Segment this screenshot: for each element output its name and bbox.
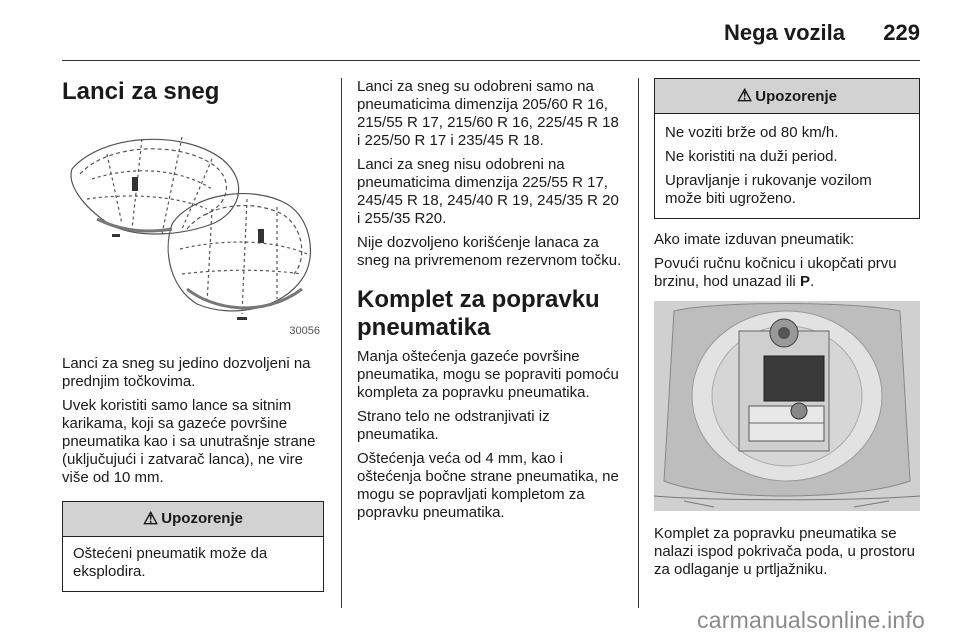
warning-title: Upozorenje [755,87,837,105]
watermark: carmanualsonline.info [697,607,925,633]
warning-box [654,78,920,219]
snow-chains-figure [62,119,324,339]
paragraph: Lanci za sneg su jedino dozvoljeni na prednjim točkovima. [62,354,311,390]
header-title: Nega vozila [723,20,845,45]
warning-body [63,537,323,591]
paragraph: Lanci za sneg su odobreni samo na pneumaticima dimenzija 205/60 R 16, 215/55 R 17, 215/60 R 16, 225/45 R 18 i 225/50 R 17 i 235/45 R 18. [357,78,619,149]
warning-item: Ne koristiti na duži period. [665,148,838,165]
snow-chains-illustration [62,119,324,339]
warning-text: Oštećeni pneumatik može da eksplodira. [73,544,268,580]
paragraph-text: Povući ručnu kočnicu i ukopčati prvu brzinu, hod unazad ili [654,255,897,290]
repair-kit-illustration [654,301,920,511]
warning-header [63,502,323,537]
page-number: 229 [883,20,920,45]
gear-letter-p: P [799,273,810,290]
warning-body [655,114,919,218]
column-divider [341,78,342,608]
paragraph: Manja oštećenja gazeće površine pneumatika, mogu se popraviti pomoću kompleta za popravku pneumatika. [357,347,619,401]
section-heading-snow-chains: Lanci za sneg [62,78,220,105]
paragraph: Strano telo ne odstranjivati iz pneumatika. [357,407,550,443]
repair-kit-figure [654,301,920,511]
warning-title: Upozorenje [161,510,243,528]
warning-item: Ne voziti brže od 80 km/h. [665,124,839,141]
paragraph: Lanci za sneg nisu odobreni na pneumaticima dimenzija 225/55 R 17, 245/45 R 18, 245/40 R 19, 245/35 R 20 i 255/35 R20. [357,156,619,227]
header-rule [62,60,920,61]
paragraph: Komplet za popravku pneumatika se nalazi ispod pokrivača poda, u prostoru za odlaganje u prtljažniku. [654,525,915,578]
warning-box [62,501,324,592]
paragraph: Uvek koristiti samo lance sa sitnim karikama, koji sa gazeće površine pneumatika kao i sa unutrašnje strane (uključujući i zatvarač lanca), ne vire više od 10 mm. [62,396,316,486]
warning-triangle-icon: ⚠ [737,86,753,105]
column-1 [62,78,324,592]
warning-triangle-icon: ⚠ [143,508,159,528]
paragraph: Oštećenja veća od 4 mm, kao i oštećenja bočne strane pneumatika, ne mogu se popravljati kompletom za popravku pneumatika. [357,449,619,521]
warning-header [655,79,919,114]
warning-item: Upravljanje i rukovanje vozilom može biti ugroženo. [665,172,872,207]
paragraph-end: . [809,273,815,290]
paragraph: Nije dozvoljeno korišćenje lanaca za sneg na privremenom rezervnom točku. [357,234,622,269]
column-2 [357,78,622,528]
column-3 [654,78,920,585]
paragraph [654,255,920,291]
figure-number: 30056 [289,324,320,337]
column-divider [638,78,639,608]
section-heading-tyre-repair-kit: Komplet za popravku pneumatika [357,286,600,341]
paragraph: Ako imate izduvan pneumatik: [654,231,855,248]
